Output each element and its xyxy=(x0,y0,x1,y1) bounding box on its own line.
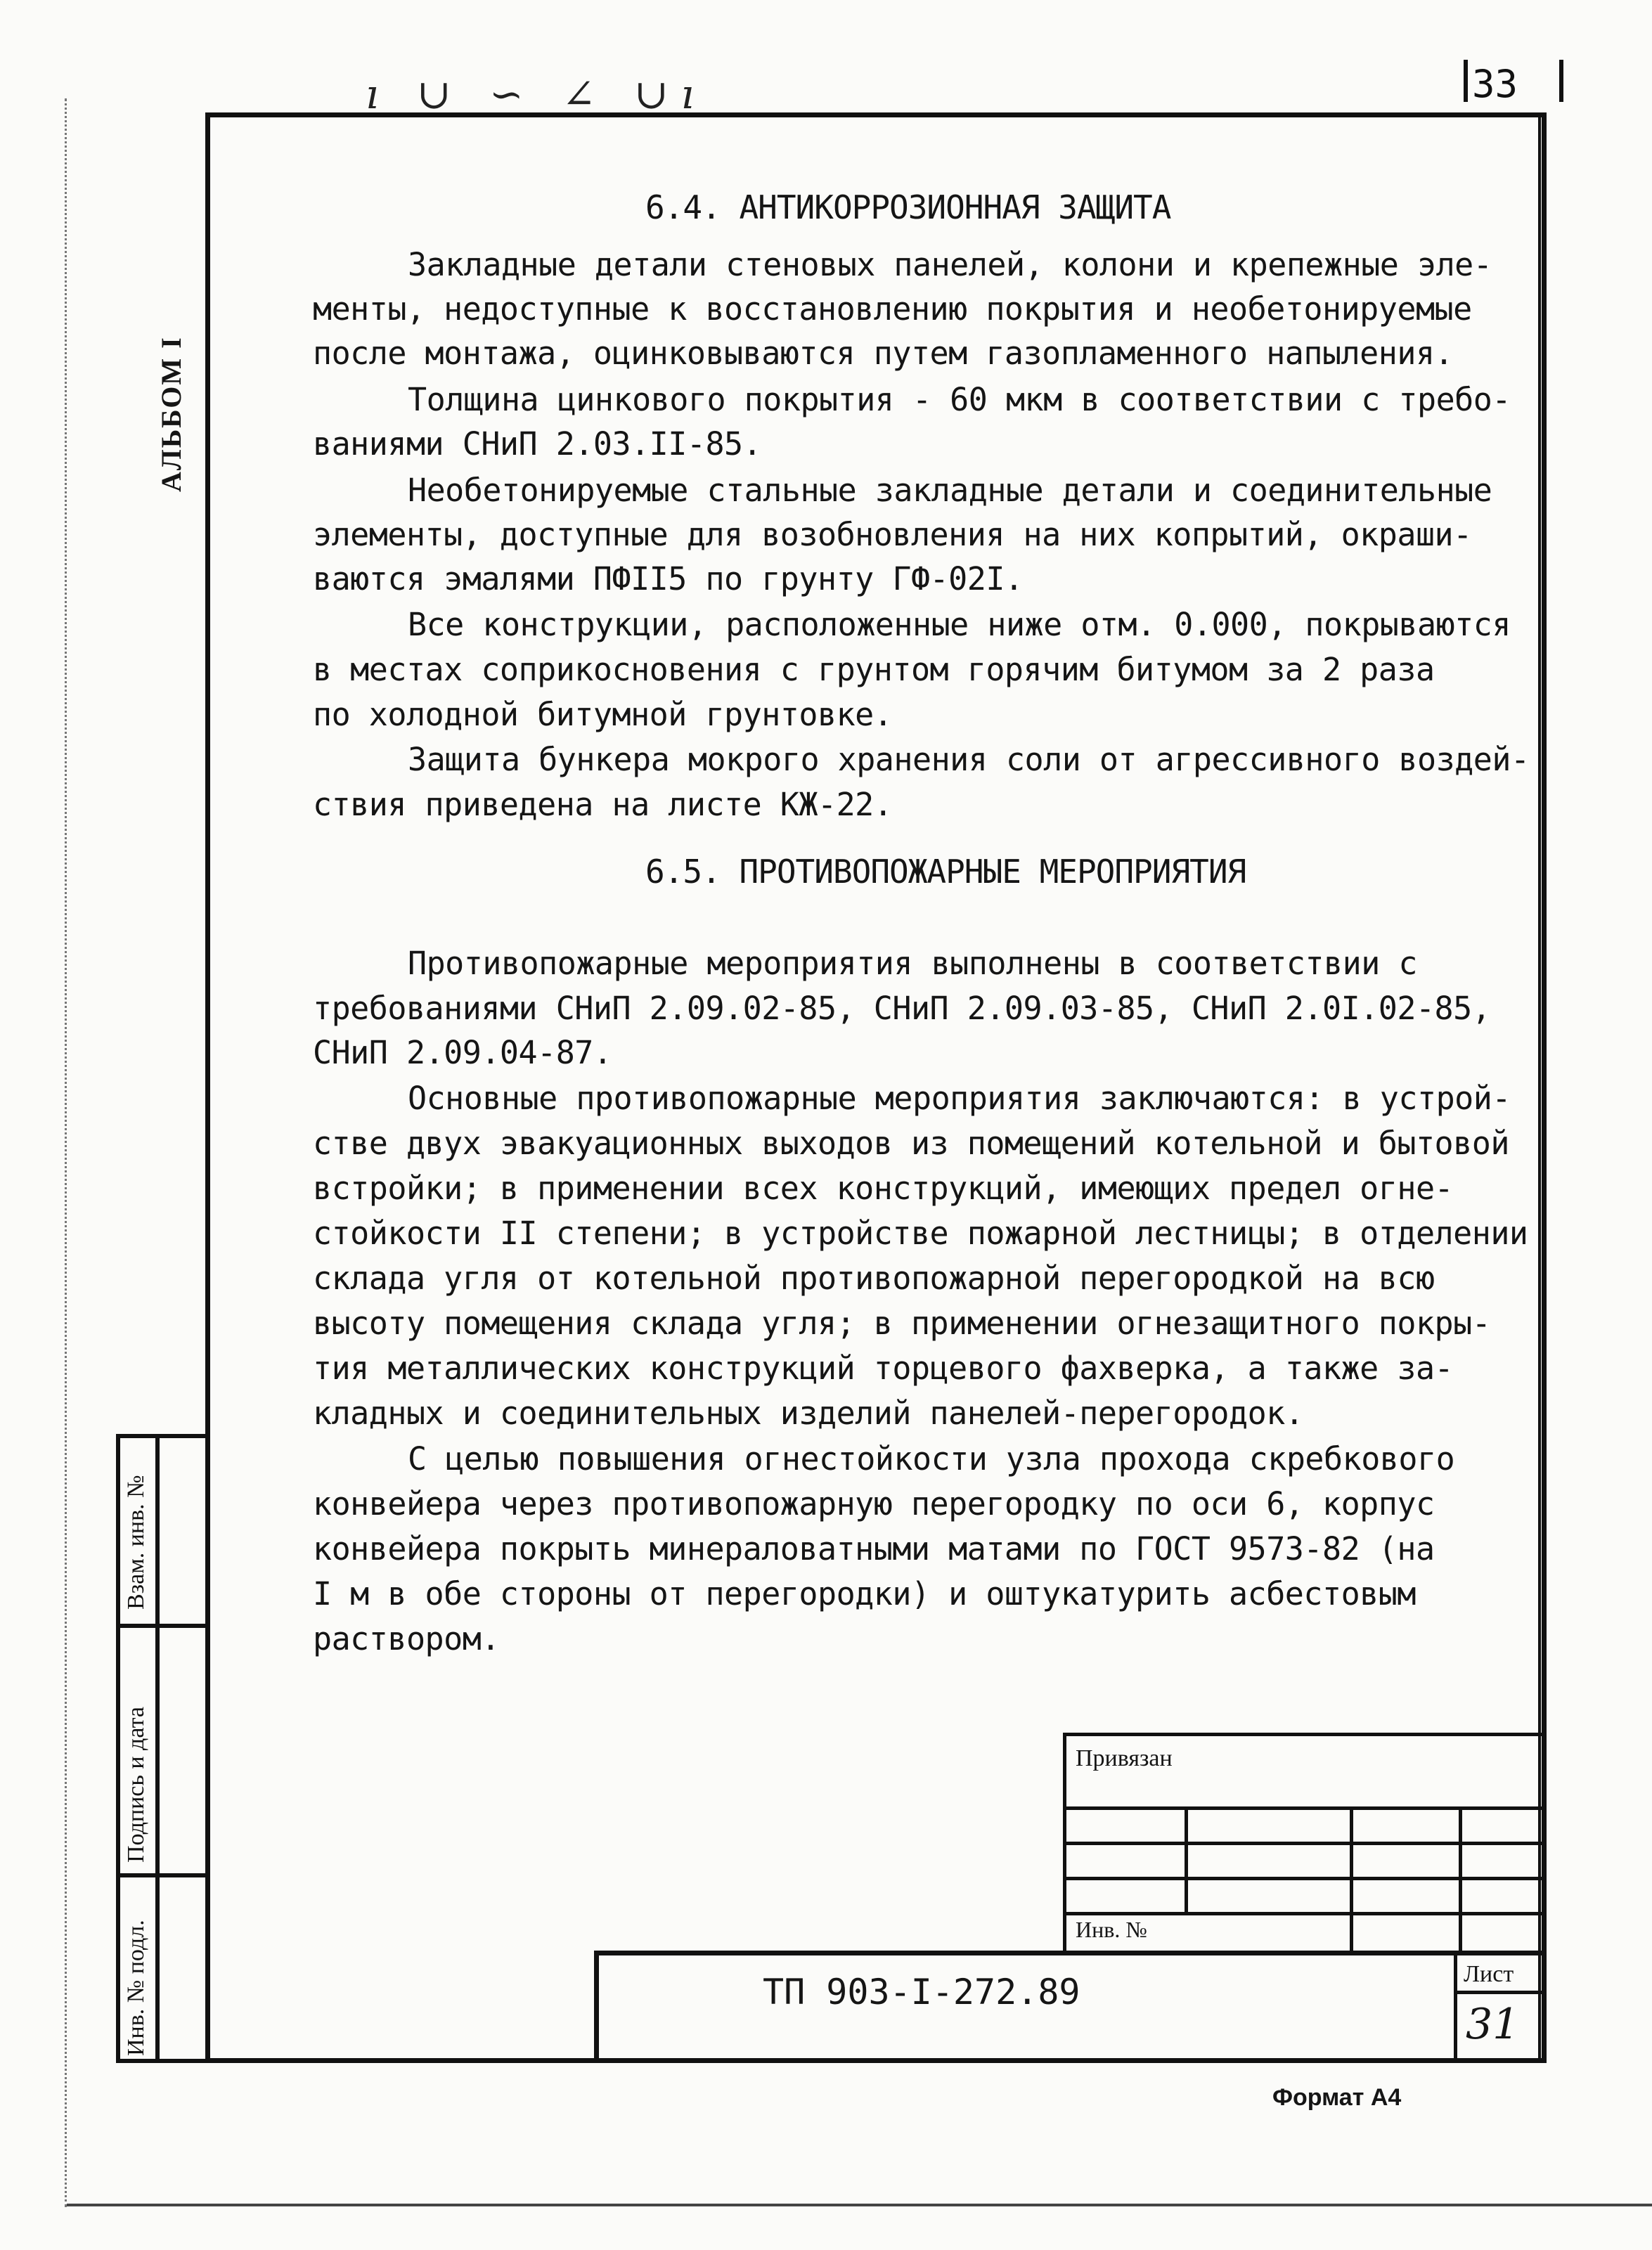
paragraph-line: конвейера покрыть минераловатными матами по ГОСТ 9573-82 (на xyxy=(313,1530,1435,1567)
album-label: АЛЬБОМ I xyxy=(155,336,187,492)
paragraph-line: стве двух эвакуационных выходов из помещений котельной и бытовой xyxy=(313,1125,1509,1162)
paragraph-line: элементы, доступные для возобновления на них копрытий, окраши- xyxy=(313,516,1472,553)
paragraph-line: стойкости II степени; в устройстве пожарной лестницы; в отделении xyxy=(313,1215,1528,1252)
section-heading-6-4: 6.4. АНТИКОРРОЗИОННАЯ ЗАЩИТА xyxy=(645,188,1171,226)
stamp-rule xyxy=(1065,1842,1547,1845)
paragraph-line: склада угля от котельной противопожарной перегородкой на всю xyxy=(313,1260,1435,1297)
drawing-frame-right-edge xyxy=(1538,112,1552,2063)
binding-stamp-strip-outer xyxy=(160,1434,205,2063)
stamp-rule-vertical xyxy=(1063,1733,1066,1951)
binding-label-vzam-inv: Взам. инв. № xyxy=(123,1475,149,1610)
stamp-rule-vertical xyxy=(1185,1806,1188,1912)
paragraph-line: Защита бункера мокрого хранения соли от агрессивного воздей- xyxy=(408,741,1530,778)
scan-left-edge xyxy=(65,98,67,2207)
paragraph-line: Противопожарные мероприятия выполнены в соответствии с xyxy=(408,945,1417,982)
page-number-top: 33 xyxy=(1472,62,1518,106)
paragraph-line: ствия приведена на листе КЖ-22. xyxy=(313,786,893,823)
scan-bottom-edge xyxy=(67,2204,1652,2206)
format-label: Формат А4 xyxy=(1272,2084,1402,2111)
paragraph-line: кладных и соединительных изделий панелей-перегородок. xyxy=(313,1395,1304,1432)
stamp-rule xyxy=(1065,1912,1547,1915)
binding-label-inv-podl: Инв. № подл. xyxy=(123,1920,149,2056)
paragraph-line: после монтажа, оцинковываются путем газопламенного напыления. xyxy=(313,335,1454,372)
paragraph-line: менты, недоступные к восстановлению покрытия и необетонируемые xyxy=(313,290,1472,328)
paragraph-line: Необетонируемые стальные закладные детали и соединительные xyxy=(408,472,1492,509)
paragraph-line: высоту помещения склада угля; в применении огнезащитного покры- xyxy=(313,1305,1491,1342)
paragraph-line: Толщина цинкового покрытия - 60 мкм в соответствии с требо- xyxy=(408,381,1511,418)
document-designation: ТП 903-I-272.89 xyxy=(763,1972,1080,2012)
section-heading-6-5: 6.5. ПРОТИВОПОЖАРНЫЕ МЕРОПРИЯТИЯ xyxy=(645,853,1246,891)
paragraph-line: С целью повышения огнестойкости узла прохода скребкового xyxy=(408,1440,1455,1478)
sheet-label: Лист xyxy=(1464,1961,1514,1987)
paragraph-line: требованиями СНиП 2.09.02-85, СНиП 2.09.03-85, СНиП 2.0I.02-85, xyxy=(313,990,1491,1027)
paragraph-line: Основные противопожарные мероприятия заключаются: в устрой- xyxy=(408,1080,1511,1117)
stamp-rule-vertical xyxy=(1454,1951,1457,2063)
paragraph-line: СНиП 2.09.04-87. xyxy=(313,1034,612,1071)
paragraph-line: I м в обе стороны от перегородки) и оштукатурить асбестовым xyxy=(313,1575,1416,1612)
paragraph-line: тия металлических конструкций торцевого фахверка, а также за- xyxy=(313,1350,1454,1387)
paragraph-line: в местах соприкосновения с грунтом горячим битумом за 2 раза xyxy=(313,651,1435,688)
paragraph-line: Закладные детали стеновых панелей, колони и крепежные эле- xyxy=(408,246,1492,283)
stamp-rule xyxy=(1065,1877,1547,1880)
binding-divider xyxy=(116,1873,205,1877)
stamp-privyazan-label: Привязан xyxy=(1076,1745,1173,1771)
stamp-rule-vertical xyxy=(1459,1806,1462,1951)
paragraph-line: ваниями СНиП 2.03.II-85. xyxy=(313,425,762,463)
paragraph-line: конвейера через противопожарную перегородку по оси 6, корпус xyxy=(313,1485,1435,1522)
paragraph-line: раствором. xyxy=(313,1620,500,1657)
stamp-rule xyxy=(1454,1991,1547,1994)
top-handwritten-scrawl: ı ∪ ∽ ∠ ∪ı xyxy=(366,70,707,118)
paragraph-line: по холодной битумной грунтовке. xyxy=(313,696,893,733)
sheet-number: 31 xyxy=(1466,2000,1520,2049)
stamp-rule-vertical xyxy=(1350,1806,1353,1951)
paragraph-line: Все конструкции, расположенные ниже отм. 0.000, покрываются xyxy=(408,606,1511,643)
paragraph-line: встройки; в применении всех конструкций, имеющих предел огне- xyxy=(313,1170,1454,1207)
binding-divider xyxy=(116,1624,205,1628)
stamp-rule xyxy=(1065,1806,1547,1810)
binding-label-signature-date: Подпись и дата xyxy=(123,1707,149,1863)
stamp-rule xyxy=(1065,1733,1547,1736)
paragraph-line: ваются эмалями ПФII5 по грунту ГФ-02I. xyxy=(313,560,1024,597)
stamp-inv-no-label: Инв. № xyxy=(1076,1917,1147,1942)
